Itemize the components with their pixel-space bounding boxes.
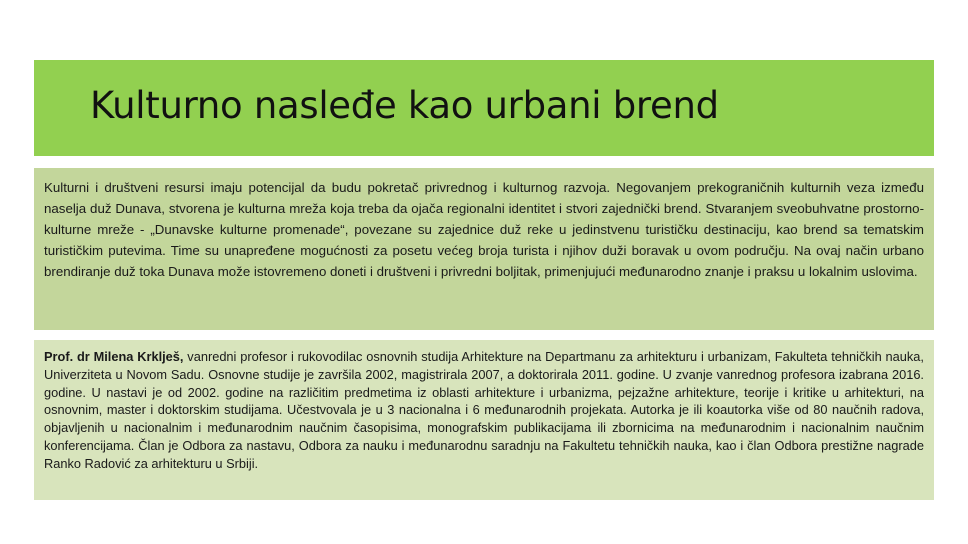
title-band [34,60,934,156]
description-box [34,168,934,330]
author-paragraph [44,348,924,473]
author-bio: vanredni profesor i rukovodilac osnovnih studija Arhitekture na Departmanu za arhitekturu i urbanizam, Fakulteta tehničkih nauka, Univerziteta u Novom Sadu. Osnovne studije je završila 2002, magistrirala 2007, a doktorirala 2011. godine. U zvanje vanrednog profesora izabrana 2016. godine. U nastavi je od 2002. godine na različitim predmetima iz oblasti arhitekture i urbanizma, pejzažne arhitekture, teorije i kritike u arhitekturi, na osnovnim, master i doktorskim studijama. Učestvovala je u 3 nacionalna i 6 međunarodnih projekata. Autorka je ili koautorka više od 80 naučnih radova, objavljenih u nacionalnim i međunarodnim naučnim časopisima, monografskim publikacijama ili zbornicima na međunarodnim i nacionalnim naučnim konferencijama. Član je Odbora za nastavu, Odbora za nauku i međunarodnu saradnju na Fakultetu tehničkih nauka, kao i član Odbora prestižne nagrade Ranko Radović za arhitekturu u Srbiji. [44,349,924,471]
author-box [34,340,934,500]
description-text: Kulturni i društveni resursi imaju potencijal da budu pokretač privrednog i kulturnog razvoja. Negovanjem prekograničnih kulturnih veza između naselja duž Dunava, stvorena je kulturna mreža koja treba da ojača regionalni identitet i stvori zajednički brend. Stvaranjem sveobuhvatne prostorno-kulturne mreže - „Dunavske kulturne promenade“, povezane su zajednice duž reke u jedinstvenu turističku destinaciju, kao brend sa tematskim turističkim putevima. Time su unapređene mogućnosti za posetu većeg broja turista i njihov duži boravak u ovom području. Na ovaj način urbano brendiranje duž toka Dunava može istovremeno doneti i društveni i privredni boljitak, primenjujući međunarodno znanje i praksu u lokalnim uslovima. [44,180,924,279]
slide-title: Kulturno nasleđe kao urbani brend [90,84,719,127]
author-name: Prof. dr Milena Krklješ, [44,349,184,364]
